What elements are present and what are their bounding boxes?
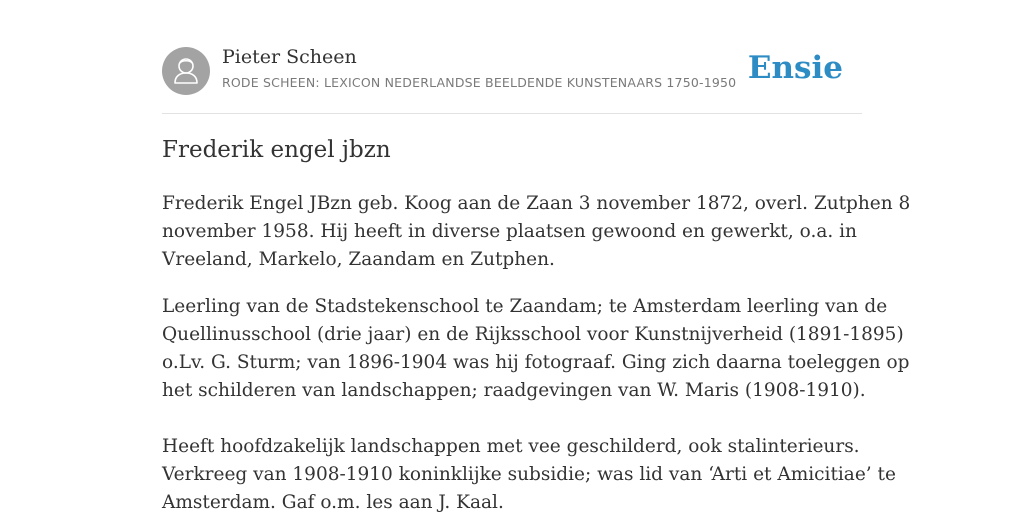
text-line: het schilderen van landschappen; raadgevingen van W. Maris (1908-1910). — [162, 380, 866, 401]
article-body — [162, 190, 911, 512]
article-paragraph — [162, 190, 911, 274]
paragraph-gap — [162, 405, 852, 433]
text-line: Frederik Engel JBzn geb. Koog aan de Zaan 3 november 1872, overl. Zutphen 8 — [162, 193, 911, 214]
ensie-logo[interactable]: Ensie — [747, 50, 843, 86]
user-icon — [162, 47, 210, 95]
source-title[interactable]: RODE SCHEEN: LEXICON NEDERLANDSE BEELDENDE KUNSTENAARS 1750-1950 — [222, 75, 737, 90]
text-line: Amsterdam. Gaf o.m. les aan J. Kaal. — [162, 492, 504, 512]
text-line: Quellinusschool (drie jaar) en de Rijksschool voor Kunstnijverheid (1891-1895) — [162, 324, 904, 345]
article-paragraph — [162, 293, 910, 512]
author-avatar[interactable] — [162, 47, 210, 95]
text-line: Heeft hoofdzakelijk landschappen met vee geschilderd, ook stalinterieurs. — [162, 436, 860, 457]
article-title: Frederik engel jbzn — [162, 137, 391, 163]
text-line: o.Lv. G. Sturm; van 1896-1904 was hij fotograaf. Ging zich daarna toeleggen op — [162, 352, 910, 373]
article-header — [162, 46, 862, 96]
author-name[interactable]: Pieter Scheen — [222, 46, 357, 68]
header-divider — [162, 113, 862, 114]
text-line: Vreeland, Markelo, Zaandam en Zutphen. — [162, 249, 555, 270]
text-line: november 1958. Hij heeft in diverse plaatsen gewoond en gewerkt, o.a. in — [162, 221, 857, 242]
text-line: Verkreeg van 1908-1910 koninklijke subsidie; was lid van ‘Arti et Amicitiae’ te — [162, 464, 896, 485]
text-line: Leerling van de Stadstekenschool te Zaandam; te Amsterdam leerling van de — [162, 296, 888, 317]
